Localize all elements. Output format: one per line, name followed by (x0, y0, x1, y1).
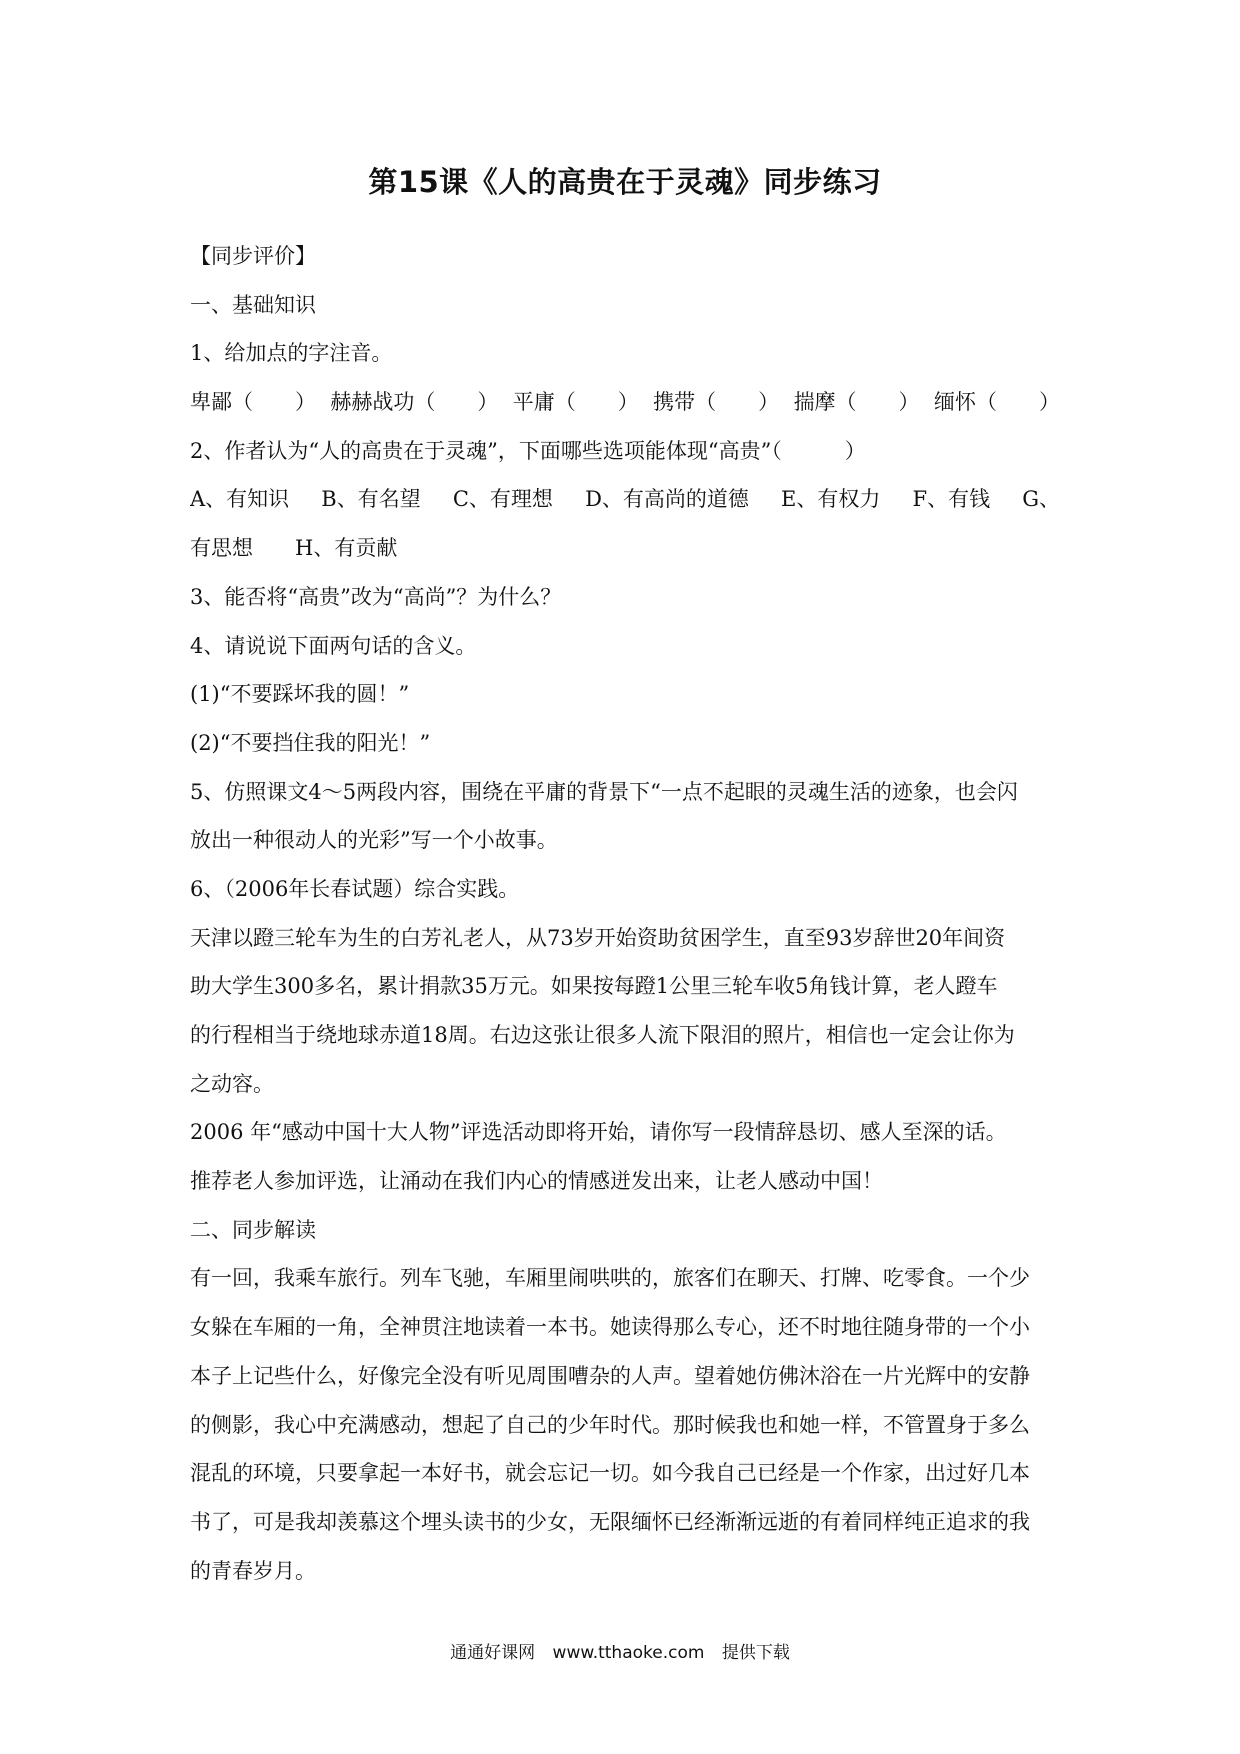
question-5-line: 放出一种很动人的光彩”写一个小故事。 (190, 828, 558, 853)
document-body (190, 232, 1060, 1595)
q2-option: C、有理想 (452, 487, 553, 512)
question-6-paragraph-line: 2006 年“感动中国十大人物”评选活动即将开始，请你写一段情辞恳切、感人至深的话。 (190, 1120, 1007, 1145)
q1-item: 卑鄙（ ） (190, 390, 316, 415)
reading-passage-line: 本子上记些什么，好像完全没有听见周围嘈杂的人声。望着她仿佛沐浴在一片光辉中的安静 (190, 1363, 1030, 1388)
q2-option: G、 (1022, 487, 1060, 512)
question-1: 1、给加点的字注音。 (190, 341, 393, 366)
section-basic-knowledge: 一、基础知识 (190, 292, 316, 317)
section-reading: 二、同步解读 (190, 1217, 316, 1242)
question-3: 3、能否将“高贵”改为“高尚”？为什么？ (190, 584, 562, 609)
question-6-paragraph-line: 之动容。 (190, 1071, 274, 1096)
reading-passage-line: 的侧影，我心中充满感动，想起了自己的少年时代。那时候我也和她一样，不管置身于多么 (190, 1412, 1030, 1437)
q2-option: B、有名望 (321, 487, 421, 512)
q1-item: 缅怀（ ） (933, 390, 1060, 415)
reading-passage-line: 的青春岁月。 (190, 1558, 316, 1583)
q1-item: 揣摩（ ） (793, 390, 920, 415)
q2-option: D、有高尚的道德 (585, 487, 749, 512)
question-4: 4、请说说下面两句话的含义。 (190, 633, 477, 658)
question-6: 6、（2006年长春试题）综合实践。 (190, 876, 520, 901)
footer-site-name: 通通好课网 (450, 1643, 536, 1663)
reading-passage-line: 有一回，我乘车旅行。列车飞驰，车厢里闹哄哄的，旅客们在聊天、打牌、吃零食。一个少 (190, 1266, 1030, 1291)
question-2: 2、作者认为“人的高贵在于灵魂”，下面哪些选项能体现“高贵”（ ） (190, 438, 866, 463)
footer-url[interactable]: www.tthaoke.com (552, 1643, 705, 1663)
reading-passage-line: 混乱的环境，只要拿起一本好书，就会忘记一切。如今我自己已经是一个作家，出过好几本 (190, 1461, 1030, 1486)
question-1-items (190, 378, 1060, 427)
question-4-sentence-2: (2)“不要挡住我的阳光！” (190, 730, 431, 755)
question-6-paragraph-line: 助大学生300多名，累计捐款35万元。如果按每蹬1公里三轮车收5角钱计算，老人蹬车 (190, 974, 998, 999)
section-eval-header: 【同步评价】 (190, 244, 316, 268)
q1-item: 平庸（ ） (512, 390, 639, 415)
question-5-line: 5、仿照课文4～5两段内容，围绕在平庸的背景下“一点不起眼的灵魂生活的迹象，也会闪 (190, 779, 1018, 804)
question-2-options (190, 475, 1060, 524)
q2-option: E、有权力 (781, 487, 881, 512)
question-4-sentence-1: (1)“不要踩坏我的圆！” (190, 682, 410, 707)
question-2-options-continued: 有思想 H、有贡献 (190, 536, 398, 561)
footer-suffix: 提供下载 (721, 1643, 790, 1663)
q1-item: 携带（ ） (653, 390, 780, 415)
q2-option: A、有知识 (190, 487, 290, 512)
question-6-paragraph-line: 推荐老人参加评选，让涌动在我们内心的情感迸发出来，让老人感动中国！ (190, 1169, 883, 1194)
reading-passage-line: 书了，可是我却羡慕这个埋头读书的少女，无限缅怀已经渐渐远逝的有着同样纯正追求的我 (190, 1509, 1030, 1534)
question-6-paragraph-line: 的行程相当于绕地球赤道18周。右边这张让很多人流下限泪的照片，相信也一定会让你为 (190, 1023, 1015, 1047)
page-footer (0, 1638, 1240, 1663)
q1-item: 赫赫战功（ ） (330, 390, 499, 415)
reading-passage-line: 女躲在车厢的一角，全神贯注地读着一本书。她读得那么专心，还不时地往随身带的一个小 (190, 1315, 1030, 1340)
question-6-paragraph-line: 天津以蹬三轮车为生的白芳礼老人，从73岁开始资助贫困学生，直至93岁辞世20年间资 (190, 925, 1006, 950)
page-title: 第15课《人的高贵在于灵魂》同步练习 (368, 165, 882, 199)
q2-option: F、有钱 (912, 487, 991, 512)
